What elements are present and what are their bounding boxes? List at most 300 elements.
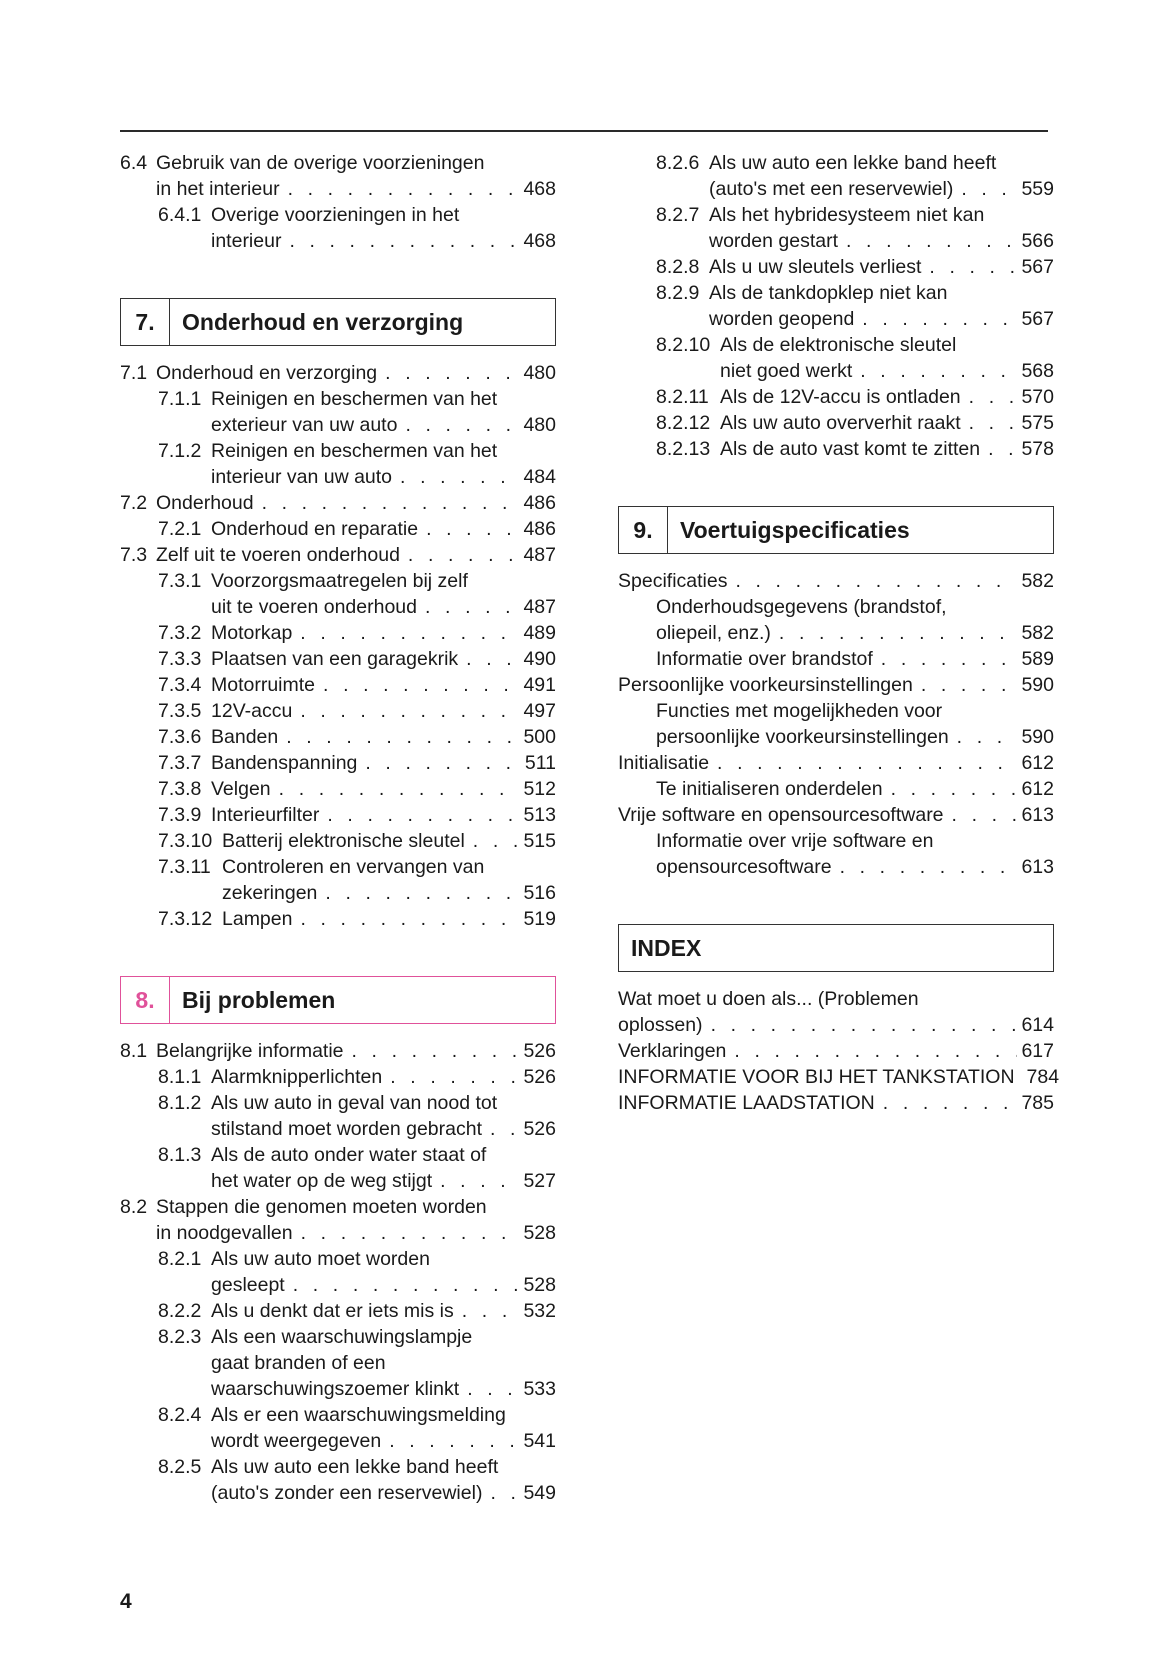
dot-leader [711,1012,1018,1038]
dot-leader [288,176,520,202]
toc-entry[interactable] [120,1064,556,1090]
toc-entry-line [120,802,556,828]
section-number: 7.3.9 [158,804,202,826]
section-number: 7.3.6 [158,726,202,748]
page-reference: 468 [523,230,556,252]
section-title: Belangrijke informatie [156,1040,344,1062]
section-title: Functies met mogelijkheden voor [656,700,943,722]
toc-entry[interactable] [618,332,1054,384]
section-title: Plaatsen van een garagekrik [211,648,459,670]
toc-entry-line [120,438,556,464]
section-title: Als uw auto oververhit raakt [720,412,961,434]
dot-leader [390,1064,519,1090]
dot-leader [462,1298,520,1324]
page-reference: 559 [1021,178,1054,200]
section-title: Zelf uit te voeren onderhoud [156,544,400,566]
section-title: Vrije software en opensourcesoftware [618,804,944,826]
top-rule [120,130,1048,132]
dot-leader [881,646,1018,672]
chapter-number: 9. [619,507,668,553]
page-reference: 533 [523,1378,556,1400]
toc-entry-line [618,828,1054,854]
toc-entry-line [120,386,556,412]
toc-entry-line [618,750,1054,776]
toc-entry[interactable] [618,568,1054,594]
toc-entry[interactable] [618,202,1054,254]
section-number: 7.3.5 [158,700,202,722]
section-number: 8.2.11 [656,386,709,408]
section-title: Reinigen en beschermen van het [211,440,498,462]
page-reference: 582 [1021,622,1054,644]
toc-entry[interactable] [618,828,1054,880]
toc-entry-line [618,410,1054,436]
dot-leader [325,880,519,906]
dot-leader [734,1038,1017,1064]
section-title: Wat moet u doen als... (Problemen [618,988,919,1010]
toc-entry[interactable] [618,776,1054,802]
toc-entry-line [618,594,1054,620]
dot-leader [400,464,519,490]
page-reference: 480 [523,414,556,436]
section-title: Als u uw sleutels verliest [709,256,922,278]
page-reference: 578 [1021,438,1054,460]
section-title: (auto's met een reservewiel) [709,178,954,200]
toc-entry[interactable] [618,1090,1054,1116]
section-title: Informatie over vrije software en [656,830,934,852]
page-reference: 549 [523,1482,556,1504]
section-title: interieur [211,230,282,252]
toc-entry-line [120,360,556,386]
section-number: 7.3.10 [158,830,213,852]
section-title: Reinigen en beschermen van het [211,388,498,410]
page-reference: 487 [523,544,556,566]
section-title: Stappen die genomen moeten worden [156,1196,487,1218]
toc-entry[interactable] [120,1142,556,1194]
page-reference: 570 [1021,386,1054,408]
toc-entry-line [618,672,1054,698]
page-reference: 512 [523,778,556,800]
toc-left-column [120,150,556,1506]
section-title: worden gestart [709,230,838,252]
dot-leader [365,750,521,776]
section-title: Bandenspanning [211,752,358,774]
toc-entry[interactable] [120,646,556,672]
toc-entry-line [120,620,556,646]
section-title: stilstand moet worden gebracht [211,1118,482,1140]
section-title: worden geopend [709,308,855,330]
toc-entry[interactable] [120,724,556,750]
toc-entry-line [120,516,556,542]
page-reference: 528 [523,1222,556,1244]
dot-leader [735,568,1017,594]
toc-entry-line [120,1402,556,1428]
dot-leader [467,1376,519,1402]
section-number: 7.3.1 [158,570,202,592]
dot-leader [408,542,520,568]
dot-leader [490,1480,519,1506]
section-number: 8.1 [120,1040,148,1062]
toc-entry-line [618,646,1054,672]
chapter-number: 8. [121,977,170,1023]
section-title: Als een waarschuwingslampje [211,1326,473,1348]
toc-entry-line [618,1038,1054,1064]
toc-entry[interactable] [618,384,1054,410]
toc-entry[interactable] [120,1298,556,1324]
toc-entry-line [120,412,556,438]
toc-entry[interactable] [618,594,1054,646]
page-reference: 613 [1021,804,1054,826]
toc-entry[interactable] [120,490,556,516]
toc-entry-line [120,176,556,202]
section-number: 7.1.2 [158,440,202,462]
section-number: 7.3 [120,544,148,566]
toc-entry-line [618,228,1054,254]
toc-entry-line [120,1038,556,1064]
toc-entry[interactable] [120,906,556,932]
dot-leader [293,1272,520,1298]
dot-leader [779,620,1018,646]
toc-entry-line [618,854,1054,880]
page-reference: 511 [524,752,556,774]
toc-entry-line [618,150,1054,176]
section-title: Als uw auto moet worden [211,1248,430,1270]
chapter-title: INDEX [631,934,702,961]
toc-entry-line [120,828,556,854]
section-title: Batterij elektronische sleutel [222,830,465,852]
page-reference: 612 [1021,752,1054,774]
dot-leader [969,410,1018,436]
toc-entry-line [120,568,556,594]
page-reference: 528 [523,1274,556,1296]
section-title: Banden [211,726,279,748]
page-reference: 785 [1021,1092,1054,1114]
toc-entry[interactable] [618,1064,1060,1090]
section-title: Als het hybridesysteem niet kan [709,204,985,226]
toc-entry-line [120,1194,556,1220]
section-title: gaat branden of een [211,1352,386,1374]
section-title: INFORMATIE VOOR BIJ HET TANKSTATION [618,1066,1015,1088]
dot-leader [389,1428,519,1454]
section-title: Alarmknipperlichten [211,1066,383,1088]
page-reference: 490 [523,648,556,670]
section-title: Persoonlijke voorkeursinstellingen [618,674,913,696]
toc-entry-line [120,1168,556,1194]
toc-entry-line [618,202,1054,228]
toc-entry-line [120,594,556,620]
toc-entry[interactable] [120,1194,556,1246]
toc-entry-line [618,280,1054,306]
toc-entry-line [120,490,556,516]
section-number: 7.3.7 [158,752,202,774]
dot-leader [327,802,519,828]
toc-entry-line [120,228,556,254]
toc-entry-line [120,1298,556,1324]
dot-leader [385,360,519,386]
section-number: 8.2.12 [656,412,711,434]
section-title: het water op de weg stijgt [211,1170,433,1192]
toc-right-column [618,150,1060,1116]
dot-leader [426,516,519,542]
dot-leader [279,776,520,802]
section-title: Interieurfilter [211,804,320,826]
section-number: 7.3.3 [158,648,202,670]
section-number: 8.2.8 [656,256,700,278]
page-reference: 575 [1021,412,1054,434]
toc-entry[interactable] [120,1038,556,1064]
section-number: 6.4 [120,152,148,174]
toc-entry-line [120,464,556,490]
dot-leader [988,436,1017,462]
dot-leader [961,176,1017,202]
section-number: 8.1.1 [158,1066,202,1088]
section-number: 7.3.4 [158,674,202,696]
toc-entry[interactable] [120,568,556,620]
section-title: Voorzorgsmaatregelen bij zelf [211,570,468,592]
chapter-heading [120,298,556,346]
section-title: Als uw auto een lekke band heeft [211,1456,499,1478]
page-reference: 612 [1021,778,1054,800]
toc-entry[interactable] [618,1038,1054,1064]
dot-leader [301,1220,520,1246]
chapter-number: 7. [121,299,170,345]
section-title: Controleren en vervangen van [222,856,485,878]
toc-entry[interactable] [618,646,1054,672]
dot-leader [921,672,1018,698]
dot-leader [286,724,519,750]
toc-entry[interactable] [618,280,1054,332]
toc-entry[interactable] [120,1090,556,1142]
section-title: gesleept [211,1274,285,1296]
toc-entry[interactable] [618,254,1054,280]
page-reference: 617 [1021,1040,1054,1062]
toc-entry[interactable] [120,1246,556,1298]
dot-leader [466,646,519,672]
dot-leader [969,384,1018,410]
section-title: Als u denkt dat er iets mis is [211,1300,454,1322]
toc-entry-line [618,1064,1060,1090]
page-reference: 589 [1021,648,1054,670]
page-reference: 590 [1021,674,1054,696]
toc-entry[interactable] [120,620,556,646]
section-number: 8.1.2 [158,1092,202,1114]
page-reference: 516 [523,882,556,904]
dot-leader [929,254,1017,280]
section-title: uit te voeren onderhoud [211,596,417,618]
dot-leader [425,594,519,620]
toc-entry[interactable] [120,828,556,854]
toc-entry-line [618,986,1054,1012]
chapter-title: Voertuigspecificaties [680,516,910,543]
chapter-title: Onderhoud en verzorging [182,308,464,335]
toc-entry-line [618,332,1054,358]
toc-entry-line [618,254,1054,280]
toc-entry-line [120,1116,556,1142]
toc-entry[interactable] [120,150,556,202]
toc-entry[interactable] [120,802,556,828]
toc-entry[interactable] [120,1324,556,1402]
chapter-heading [618,924,1054,972]
page-reference: 500 [523,726,556,748]
dot-leader [262,490,520,516]
toc-entry[interactable] [120,202,556,254]
toc-entry-line [120,150,556,176]
section-title: Onderhoudsgegevens (brandstof, [656,596,947,618]
toc-entry[interactable] [120,854,556,906]
section-number: 6.4.1 [158,204,202,226]
toc-entry[interactable] [618,986,1054,1038]
section-title: zekeringen [222,882,318,904]
toc-entry[interactable] [120,1402,556,1454]
section-number: 8.2.5 [158,1456,202,1478]
page-reference: 566 [1021,230,1054,252]
toc-entry-line [120,698,556,724]
toc-entry[interactable] [618,802,1054,828]
toc-entry[interactable] [120,438,556,490]
toc-entry-line [618,1090,1054,1116]
section-number: 7.1.1 [158,388,202,410]
page-reference: 487 [523,596,556,618]
toc-entry-line [120,906,556,932]
page-reference: 590 [1021,726,1054,748]
toc-entry[interactable] [618,672,1054,698]
dot-leader [300,698,519,724]
section-title: Als de elektronische sleutel [720,334,957,356]
section-number: 8.2.13 [656,438,711,460]
section-number: 8.2.4 [158,1404,202,1426]
section-title: Te initialiseren onderdelen [656,778,883,800]
toc-entry-line [618,776,1054,802]
page-reference: 532 [523,1300,556,1322]
toc-entry[interactable] [618,436,1054,462]
section-title: Onderhoud [156,492,254,514]
section-title: Specificaties [618,570,728,592]
page-reference: 527 [523,1170,556,1192]
toc-entry[interactable] [120,750,556,776]
section-number: 7.3.2 [158,622,202,644]
section-title: oplossen) [618,1014,703,1036]
section-title: Als de 12V-accu is ontladen [720,386,961,408]
toc-entry[interactable] [120,386,556,438]
section-title: Onderhoud en reparatie [211,518,419,540]
toc-entry-line [618,802,1054,828]
section-title: waarschuwingszoemer klinkt [211,1378,460,1400]
page-reference: 567 [1021,308,1054,330]
toc-entry[interactable] [120,698,556,724]
toc-entry-line [120,724,556,750]
section-title: Overige voorzieningen in het [211,204,460,226]
dot-leader [289,228,519,254]
toc-entry-line [618,698,1054,724]
page-reference: 484 [523,466,556,488]
section-title: opensourcesoftware [656,856,832,878]
page-reference: 614 [1021,1014,1054,1036]
toc-entry-line [618,358,1054,384]
dot-leader [846,228,1017,254]
toc-entry-line [120,1376,556,1402]
page-reference: 568 [1021,360,1054,382]
page-reference: 468 [523,178,556,200]
toc-entry[interactable] [618,698,1054,750]
toc-entry-line [618,306,1054,332]
section-title: wordt weergegeven [211,1430,382,1452]
toc-entry[interactable] [120,516,556,542]
section-title: Motorruimte [211,674,316,696]
dot-leader [952,802,1018,828]
section-number: 8.2 [120,1196,148,1218]
page-reference: 613 [1021,856,1054,878]
toc-entry-line [618,568,1054,594]
toc-entry-line [120,776,556,802]
toc-entry[interactable] [120,776,556,802]
toc-entry[interactable] [120,360,556,386]
dot-leader [405,412,519,438]
section-title: Als uw auto een lekke band heeft [709,152,997,174]
section-number: 8.1.3 [158,1144,202,1166]
page-number: 4 [120,1590,132,1613]
section-title: Als de tankdopklep niet kan [709,282,948,304]
dot-leader [473,828,520,854]
page-reference: 491 [523,674,556,696]
toc-entry-line [120,750,556,776]
section-title: Als de auto vast komt te zitten [720,438,981,460]
page-reference: 513 [523,804,556,826]
section-title: in het interieur [156,178,280,200]
toc-entry-line [120,1246,556,1272]
dot-leader [957,724,1018,750]
page-reference: 519 [523,908,556,930]
toc-entry[interactable] [120,1454,556,1506]
section-title: in noodgevallen [156,1222,293,1244]
section-number: 7.3.8 [158,778,202,800]
dot-leader [352,1038,520,1064]
dot-leader [860,358,1017,384]
dot-leader [840,854,1018,880]
toc-entry-line [120,1064,556,1090]
section-title: oliepeil, enz.) [656,622,771,644]
section-title: 12V-accu [211,700,293,722]
page-reference: 486 [523,518,556,540]
toc-entry[interactable] [618,410,1054,436]
toc-entry-line [618,724,1054,750]
section-number: 8.2.3 [158,1326,202,1348]
toc-entry[interactable] [618,150,1054,202]
section-title: Als uw auto in geval van nood tot [211,1092,498,1114]
toc-entry-line [120,1324,556,1350]
section-number: 8.2.1 [158,1248,202,1270]
dot-leader [300,620,519,646]
toc-entry-line [120,1350,556,1376]
section-title: interieur van uw auto [211,466,393,488]
toc-entry-line [120,854,556,880]
page-reference: 526 [523,1066,556,1088]
section-number: 8.2.10 [656,334,711,356]
chapter-heading [120,976,556,1024]
section-number: 8.2.6 [656,152,700,174]
section-title: INFORMATIE LAADSTATION [618,1092,875,1114]
chapter-title: Bij problemen [182,986,336,1013]
toc-entry-line [120,202,556,228]
page-reference: 582 [1021,570,1054,592]
toc-entry-line [618,620,1054,646]
section-title: persoonlijke voorkeursinstellingen [656,726,949,748]
toc-entry[interactable] [120,542,556,568]
page-reference: 480 [523,362,556,384]
section-number: 8.2.7 [656,204,700,226]
toc-entry[interactable] [120,672,556,698]
page-reference: 497 [523,700,556,722]
toc-entry[interactable] [618,750,1054,776]
page-reference: 486 [523,492,556,514]
